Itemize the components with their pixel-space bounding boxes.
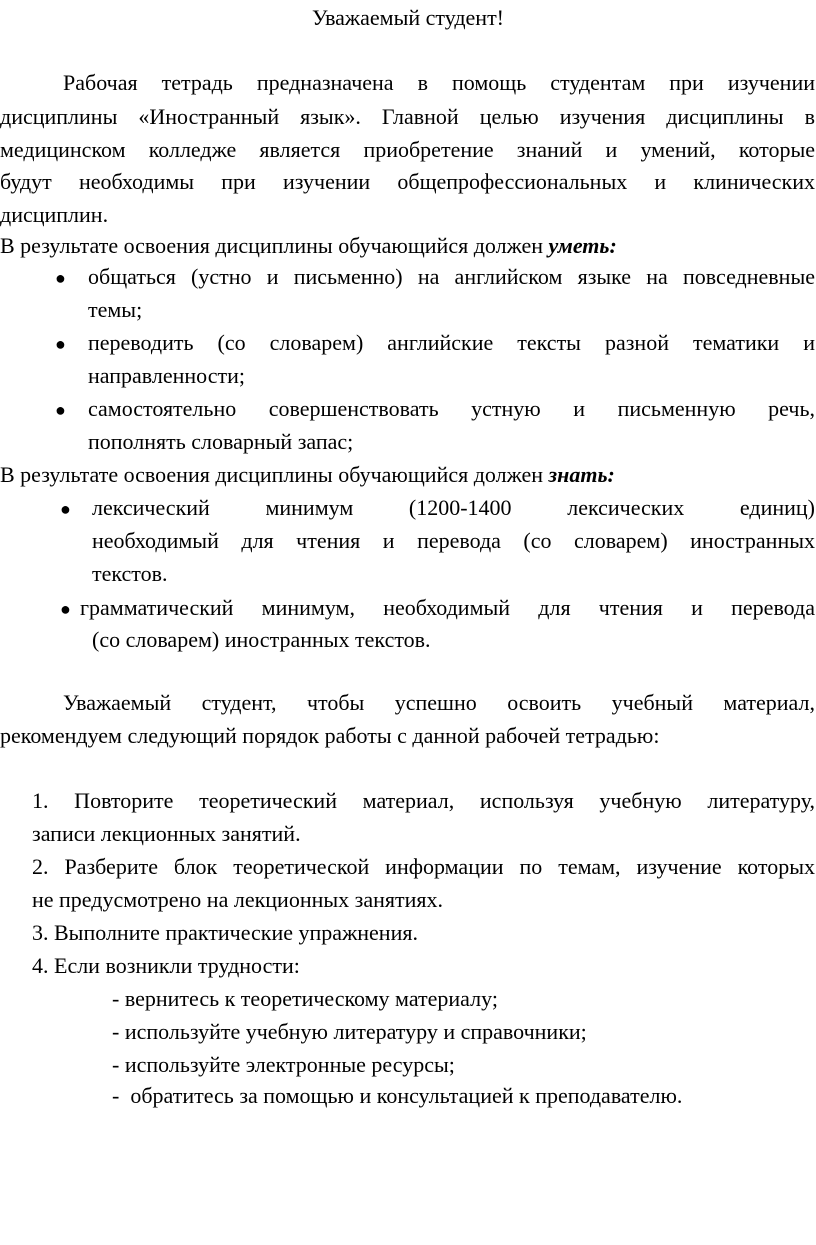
bullet-dot-icon: ● bbox=[55, 400, 66, 420]
advice-line-2: рекомендуем следующий порядок работы с данной рабочей тетрадью: bbox=[0, 723, 660, 748]
step-2-line-2: не предусмотрено на лекционных занятиях. bbox=[32, 887, 443, 912]
skills-lead bbox=[0, 230, 617, 262]
skills-item-3-line-1: самостоятельно совершенствовать устную и письменную речь, bbox=[88, 396, 815, 421]
skills-item-1-line-2: темы; bbox=[88, 297, 143, 322]
skills-item-2-line-1: переводить (со словарем) английские тексты разной тематики и bbox=[88, 330, 815, 355]
bullet-dot-icon: ● bbox=[55, 334, 66, 354]
knowledge-lead-text: В результате освоения дисциплины обучающийся должен bbox=[0, 462, 544, 487]
difficulty-item-1: - вернитесь к теоретическому материалу; bbox=[112, 986, 498, 1011]
skills-item-2-line-2: направленности; bbox=[88, 363, 245, 388]
intro-line-4: будут необходимы при изучении общепрофессиональных и клинических bbox=[0, 169, 815, 194]
knowledge-item-2-line-2: (со словарем) иностранных текстов. bbox=[92, 627, 431, 652]
knowledge-item-1-line-3: текстов. bbox=[92, 561, 168, 586]
bullet-dot-icon: ● bbox=[60, 599, 71, 619]
bullet-dot-icon: ● bbox=[55, 268, 66, 288]
skills-item-1-line-1: общаться (устно и письменно) на английском языке на повседневные bbox=[88, 264, 815, 289]
knowledge-keyword: знать: bbox=[548, 462, 615, 487]
knowledge-item-1-line-2: необходимый для чтения и перевода (со словарем) иностранных bbox=[92, 528, 815, 553]
page-title: Уважаемый студент! bbox=[311, 5, 505, 30]
bullet-dot-icon: ● bbox=[60, 499, 71, 519]
step-4: 4. Если возникли трудности: bbox=[32, 953, 300, 978]
intro-line-3: медицинском колледже является приобретение знаний и умений, которые bbox=[0, 137, 815, 162]
knowledge-item-1-line-1: лексический минимум (1200-1400 лексических единиц) bbox=[92, 495, 815, 520]
knowledge-lead bbox=[0, 459, 615, 491]
skills-keyword: уметь: bbox=[548, 233, 617, 258]
knowledge-item-2-line-1: грамматический минимум, необходимый для чтения и перевода bbox=[80, 595, 815, 620]
intro-line-5: дисциплин. bbox=[0, 202, 109, 227]
step-1-line-2: записи лекционных занятий. bbox=[32, 821, 301, 846]
intro-line-1: Рабочая тетрадь предназначена в помощь студентам при изучении bbox=[63, 70, 815, 95]
advice-line-1: Уважаемый студент, чтобы успешно освоить учебный материал, bbox=[63, 690, 815, 715]
difficulty-item-3: - используйте электронные ресурсы; bbox=[112, 1052, 455, 1077]
difficulty-item-2: - используйте учебную литературу и справочники; bbox=[112, 1019, 587, 1044]
skills-lead-text: В результате освоения дисциплины обучающийся должен bbox=[0, 233, 544, 258]
difficulty-item-4: - обратитесь за помощью и консультацией к преподавателю. bbox=[112, 1083, 683, 1108]
step-1-line-1: 1. Повторите теоретический материал, используя учебную литературу, bbox=[32, 788, 815, 813]
intro-line-2: дисциплины «Иностранный язык». Главной целью изучения дисциплины в bbox=[0, 104, 815, 129]
step-3: 3. Выполните практические упражнения. bbox=[32, 920, 418, 945]
step-2-line-1: 2. Разберите блок теоретической информации по темам, изучение которых bbox=[32, 854, 815, 879]
skills-item-3-line-2: пополнять словарный запас; bbox=[88, 429, 354, 454]
